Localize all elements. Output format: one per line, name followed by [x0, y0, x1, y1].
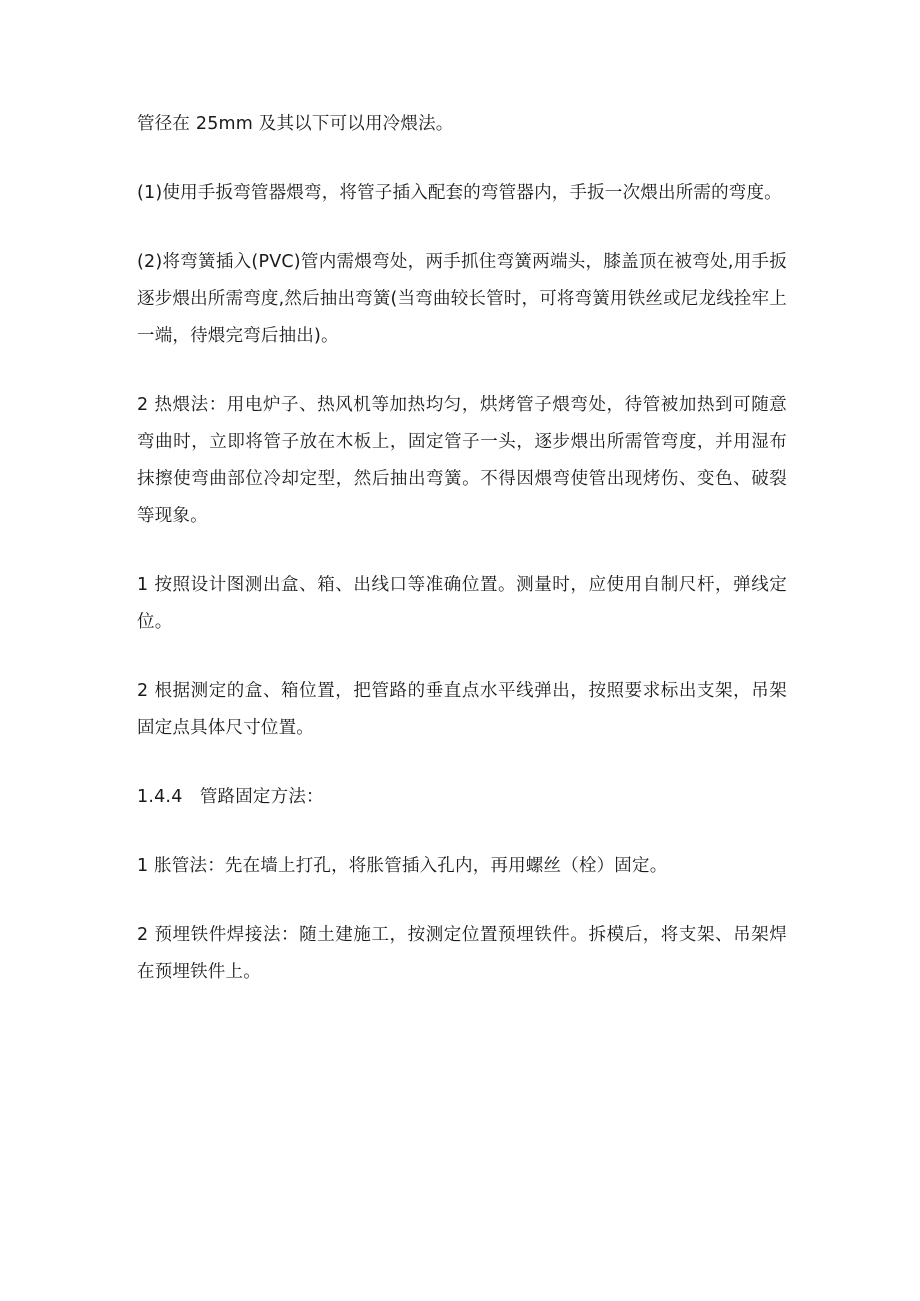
paragraph-measure-positions: 1 按照设计图测出盒、箱、出线口等准确位置。测量时，应使用自制尺杆，弹线定位。: [137, 575, 787, 632]
paragraph-cold-bending-intro: 管径在 25mm 及其以下可以用冷煨法。: [137, 114, 454, 134]
section-heading-pipe-fixing: 1.4.4 管路固定方法：: [137, 787, 324, 807]
paragraph-hand-bender: (1)使用手扳弯管器煨弯，将管子插入配套的弯管器内，手扳一次煨出所需的弯度。: [137, 183, 782, 203]
paragraph-mark-supports: 2 根据测定的盒、箱位置，把管路的垂直点水平线弹出，按照要求标出支架，吊架固定点具体尺寸位置。: [137, 681, 787, 738]
document-body: [137, 106, 787, 1023]
paragraph-hot-bending: 2 热煨法：用电炉子、热风机等加热均匀，烘烤管子煨弯处，待管被加热到可随意弯曲时，立即将管子放在木板上，固定管子一头，逐步煨出所需管弯度，并用湿布抹擦使弯曲部位冷却定型，然后抽出弯簧。不得因煨弯使管出现烤伤、变色、破裂等现象。: [137, 395, 787, 526]
paragraph-expansion-anchor: 1 胀管法：先在墙上打孔，将胀管插入孔内，再用螺丝（栓）固定。: [137, 856, 668, 876]
paragraph-spring-bending: (2)将弯簧插入(PVC)管内需煨弯处，两手抓住弯簧两端头，膝盖顶在被弯处,用手扳逐步煨出所需弯度,然后抽出弯簧(当弯曲较长管时，可将弯簧用铁丝或尼龙线拴牢上一端，待煨完弯后抽出)。: [137, 252, 787, 346]
paragraph-embedded-iron-welding: 2 预埋铁件焊接法：随土建施工，按测定位置预埋铁件。拆模后，将支架、吊架焊在预埋铁件上。: [137, 925, 787, 982]
